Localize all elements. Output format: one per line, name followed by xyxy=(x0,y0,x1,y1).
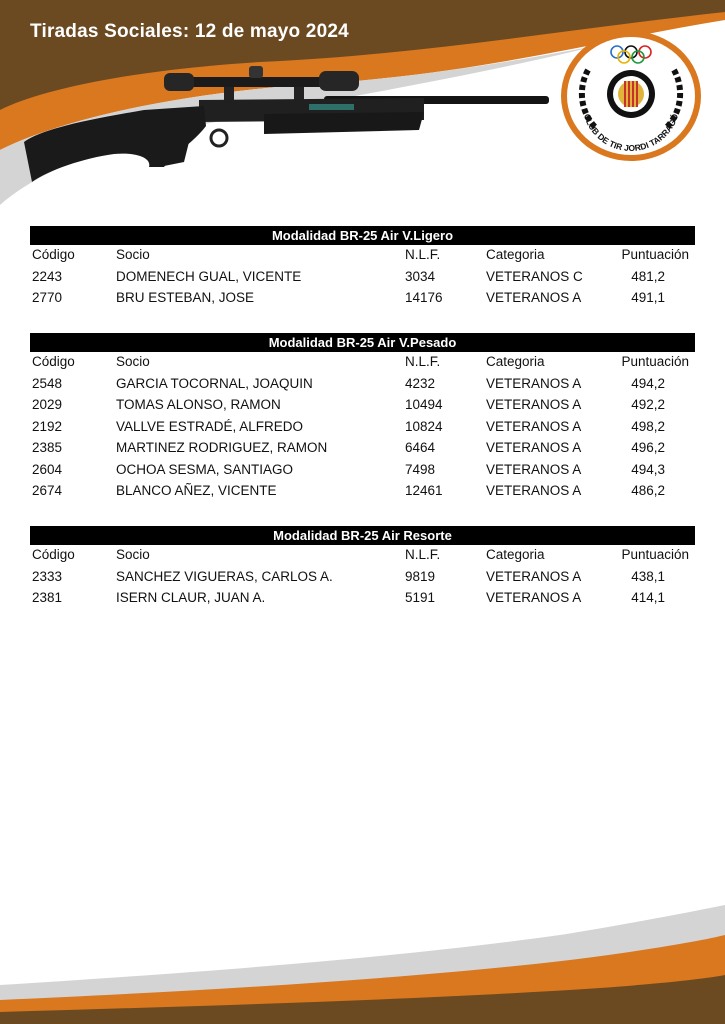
column-code: Código xyxy=(32,354,75,369)
section-title: Modalidad BR-25 Air Resorte xyxy=(30,526,695,545)
row-nlf: 4232 xyxy=(405,375,436,391)
row-nlf: 10824 xyxy=(405,418,443,434)
section-title: Modalidad BR-25 Air V.Pesado xyxy=(30,333,695,352)
row-score: 481,2 xyxy=(631,268,665,284)
table-row xyxy=(30,288,695,310)
column-member: Socio xyxy=(116,247,150,262)
row-member: VALLVE ESTRADÉ, ALFREDO xyxy=(116,418,304,434)
row-score: 492,2 xyxy=(631,397,665,412)
column-score: Puntuación xyxy=(621,354,689,369)
row-score: 486,2 xyxy=(631,483,665,498)
row-nlf: 5191 xyxy=(405,590,436,605)
row-code: 2385 xyxy=(32,440,63,455)
table-row xyxy=(30,481,695,503)
table-header-row xyxy=(30,545,695,567)
row-category: VETERANOS A xyxy=(486,568,582,584)
row-nlf: 9819 xyxy=(405,568,436,584)
section-resorte xyxy=(30,526,695,610)
column-code: Código xyxy=(32,547,75,562)
row-nlf: 14176 xyxy=(405,290,443,305)
row-nlf: 12461 xyxy=(405,483,443,498)
column-code: Código xyxy=(32,247,75,262)
row-member: OCHOA SESMA, SANTIAGO xyxy=(116,461,294,477)
row-category: VETERANOS A xyxy=(486,375,582,391)
table-row xyxy=(30,588,695,610)
row-member: BLANCO AÑEZ, VICENTE xyxy=(116,483,277,498)
column-nlf: N.L.F. xyxy=(405,354,441,369)
row-code: 2548 xyxy=(32,375,63,391)
row-nlf: 10494 xyxy=(405,397,443,412)
column-score: Puntuación xyxy=(621,247,689,262)
row-category: VETERANOS A xyxy=(486,418,582,434)
section-title: Modalidad BR-25 Air V.Ligero xyxy=(30,226,695,245)
club-logo xyxy=(560,30,702,162)
row-nlf: 3034 xyxy=(405,268,436,284)
row-category: VETERANOS A xyxy=(486,290,582,305)
row-category: VETERANOS A xyxy=(486,461,582,477)
row-score: 494,2 xyxy=(631,375,665,391)
table-row xyxy=(30,417,695,439)
row-code: 2604 xyxy=(32,461,63,477)
column-score: Puntuación xyxy=(621,547,689,562)
row-member: BRU ESTEBAN, JOSE xyxy=(116,290,255,305)
row-score: 491,1 xyxy=(631,290,665,305)
row-member: DOMENECH GUAL, VICENTE xyxy=(116,268,302,284)
row-score: 498,2 xyxy=(631,418,665,434)
page-title: Tiradas Sociales: 12 de mayo 2024 xyxy=(30,21,349,42)
column-category: Categoria xyxy=(486,547,545,562)
row-category: VETERANOS C xyxy=(486,268,583,284)
row-member: MARTINEZ RODRIGUEZ, RAMON xyxy=(116,440,328,455)
table-row xyxy=(30,567,695,589)
row-nlf: 6464 xyxy=(405,440,436,455)
air-rifle-image xyxy=(24,62,554,188)
row-code: 2770 xyxy=(32,290,63,305)
row-score: 494,3 xyxy=(631,461,665,477)
table-header-row xyxy=(30,352,695,374)
row-score: 414,1 xyxy=(631,590,665,605)
table-header-row xyxy=(30,245,695,267)
row-code: 2333 xyxy=(32,568,63,584)
row-member: ISERN CLAUR, JUAN A. xyxy=(116,590,266,605)
row-code: 2029 xyxy=(32,397,63,412)
column-category: Categoria xyxy=(486,354,545,369)
table-row xyxy=(30,460,695,482)
row-category: VETERANOS A xyxy=(486,440,582,455)
row-score: 438,1 xyxy=(631,568,665,584)
row-score: 496,2 xyxy=(631,440,665,455)
row-code: 2381 xyxy=(32,590,63,605)
row-category: VETERANOS A xyxy=(486,483,582,498)
row-category: VETERANOS A xyxy=(486,590,582,605)
club-logo-text: CLUB DE TIR JORDI TARRAGÓ xyxy=(581,112,681,154)
table-row xyxy=(30,438,695,460)
section-v-ligero xyxy=(30,226,695,310)
row-member: SANCHEZ VIGUERAS, CARLOS A. xyxy=(116,568,333,584)
column-nlf: N.L.F. xyxy=(405,247,441,262)
row-member: TOMAS ALONSO, RAMON xyxy=(116,397,281,412)
table-row xyxy=(30,267,695,289)
table-row xyxy=(30,374,695,396)
column-member: Socio xyxy=(116,547,150,562)
row-nlf: 7498 xyxy=(405,461,436,477)
row-category: VETERANOS A xyxy=(486,397,582,412)
row-code: 2674 xyxy=(32,483,63,498)
row-member: GARCIA TOCORNAL, JOAQUIN xyxy=(116,375,313,391)
section-v-pesado xyxy=(30,333,695,503)
table-row xyxy=(30,395,695,417)
column-member: Socio xyxy=(116,354,150,369)
column-nlf: N.L.F. xyxy=(405,547,441,562)
column-category: Categoria xyxy=(486,247,545,262)
row-code: 2243 xyxy=(32,268,63,284)
row-code: 2192 xyxy=(32,418,63,434)
